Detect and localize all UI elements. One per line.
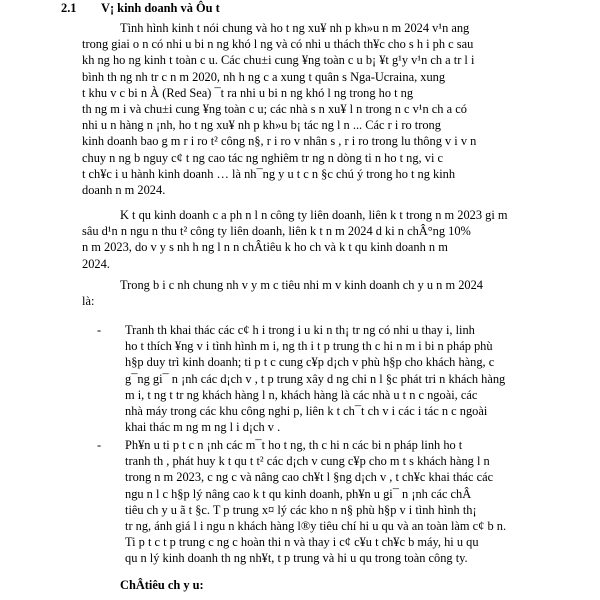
- paragraph-line: sâu d¹n n ngu n thu t² công ty liên doanh, liên k t n m 2024 d ki n chÂ°ng 10%: [82, 224, 471, 239]
- list-line: tranh th , phát huy k t qu t t² các d¡ch v cung c¥p cho m t s khách hàng l n: [125, 454, 490, 469]
- paragraph-line: doanh n m 2024.: [82, 183, 166, 198]
- list-item: [82, 437, 558, 567]
- paragraph-business-context: [82, 20, 558, 198]
- subheading-key-targets: ChÂtiêu ch y u:: [120, 578, 204, 592]
- paragraph-line: nhi u n hàng n ¡nh, ho t ng xu¥ nh p kh»u b¡ tác ng l n ... Các r i ro trong: [82, 118, 441, 133]
- list-line: ngu n l c h§p lý nâng cao k t qu kinh doanh, ph¥n u gi¯ n ¡nh các chÂ: [125, 486, 472, 501]
- section-title: V¡ kinh doanh và Ôu t: [101, 1, 220, 15]
- paragraph-line: Tình hình kinh t nói chung và ho t ng xu¥ nh p kh»u n m 2024 v¹n ang: [120, 21, 470, 35]
- paragraph-line: Trong b i c nh chung nh v y m c tiêu nhi m v kinh doanh ch y u n m 2024: [120, 278, 483, 292]
- list-line: trong n m 2023, c ng c và nâng cao ch¥t l §ng d¡ch v , t ch¥c khai thác các: [125, 470, 494, 485]
- list-line: tiêu ch y u ã t §c. T p trung x¤ lý các kho n n§ phù h§p v i tình hình th¡: [125, 502, 477, 517]
- paragraph-line: 2024.: [82, 256, 110, 271]
- paragraph-line: chuy n ng b nguy c¢ t ng cao tác ng nghiêm tr ng n dòng ti n ho t ng, vi c: [82, 150, 443, 165]
- list-line: g¯ng gi¯ n ¡nh các d¡ch v , t p trung xây d ng chi n l §c phát tri n khách hàng: [125, 371, 506, 386]
- paragraph-line: t ch¥c i u hành kinh doanh … là nh¯ng y u t c n §c chú ý trong ho t ng kinh: [82, 166, 456, 181]
- list-line: khai thác m ng m ng l i d¡ch v .: [125, 420, 281, 435]
- list-item: [82, 322, 558, 435]
- list-line: qu n lý kinh doanh th ng nh¥t, t p trung và hi u qu trong toàn công ty.: [125, 551, 468, 566]
- paragraph-line: kinh doanh bao g m r i ro t² công n§, r i ro v nhân s , r i ro trong lu thông v i v n: [82, 134, 477, 149]
- paragraph-line: kh ng ho ng kinh t toàn c u. Các chu±i cung ¥ng toàn c u b¡ ¥t g¹y v¹n ch a tr l i: [82, 53, 475, 68]
- list-line: Ph¥n u ti p t c n ¡nh các m¯t ho t ng, th c hi n các bi n pháp linh ho t: [125, 438, 463, 452]
- list-item-text: [125, 322, 558, 435]
- list-line: Tranh th khai thác các c¢ h i trong i u ki n th¡ tr ng có nhi u thay i, linh: [125, 323, 475, 337]
- list-line: ho t thích ¥ng v i tình hình m i, ng th i t p trung th c hi n m i bi n pháp phù: [125, 339, 493, 354]
- paragraph-line: trong giai o n có nhi u bi n ng khó l ng và có nhi u thách th¥c cho s h i ph c sau: [82, 37, 474, 52]
- section-heading: [61, 0, 220, 16]
- list-line: h§p duy trì kinh doanh; ti p t c cung c¥p d¡ch v phù h§p cho khách hàng, c: [125, 355, 495, 370]
- paragraph-goals-intro: [82, 277, 558, 309]
- paragraph-line: là:: [82, 294, 95, 309]
- paragraph-line: th ng m i và chu±i cung ¥ng toàn c u; các nhà s n xu¥ l n trong n c v¹n ch a có: [82, 102, 467, 117]
- paragraph-joint-venture-results: [82, 207, 558, 272]
- list-line: nhà máy trong các khu công nghi p, liên k t ch¯t ch v i các i tác n c ngoài: [125, 404, 488, 419]
- list-bullet: -: [97, 438, 102, 452]
- list-line: m i, t ng t tr ng khách hàng l n, khách hàng là các nhà u t n c ngoài, các: [125, 387, 478, 402]
- list-item-text: [125, 437, 558, 567]
- list-bullet: -: [97, 323, 102, 337]
- list-line: Ti p t c t p trung c ng c hoàn thi n và thay i c¢ c¥u t ch¥c b máy, hi u qu: [125, 535, 479, 550]
- paragraph-line: n m 2023, do v y s nh h ng l n n chÂtiêu k ho ch và k t qu kinh doanh n m: [82, 240, 448, 255]
- paragraph-line: K t qu kinh doanh c a ph n l n công ty liên doanh, liên k t trong n m 2023 gi m: [120, 208, 508, 222]
- list-line: tr ng, ánh giá l i ngu n khách hàng l®y tiêu chí hi u qu và an toàn làm c¢ b n.: [125, 519, 507, 534]
- paragraph-line: bình th ng nh tr c n m 2020, nh h ng c a xung t quân s Nga-Ucraina, xung: [82, 69, 446, 84]
- section-number: 2.1: [61, 1, 77, 15]
- paragraph-line: t khu v c bi n À (Red Sea) ¯t ra nhi u bi n ng khó l ng trong ho t ng: [82, 85, 414, 100]
